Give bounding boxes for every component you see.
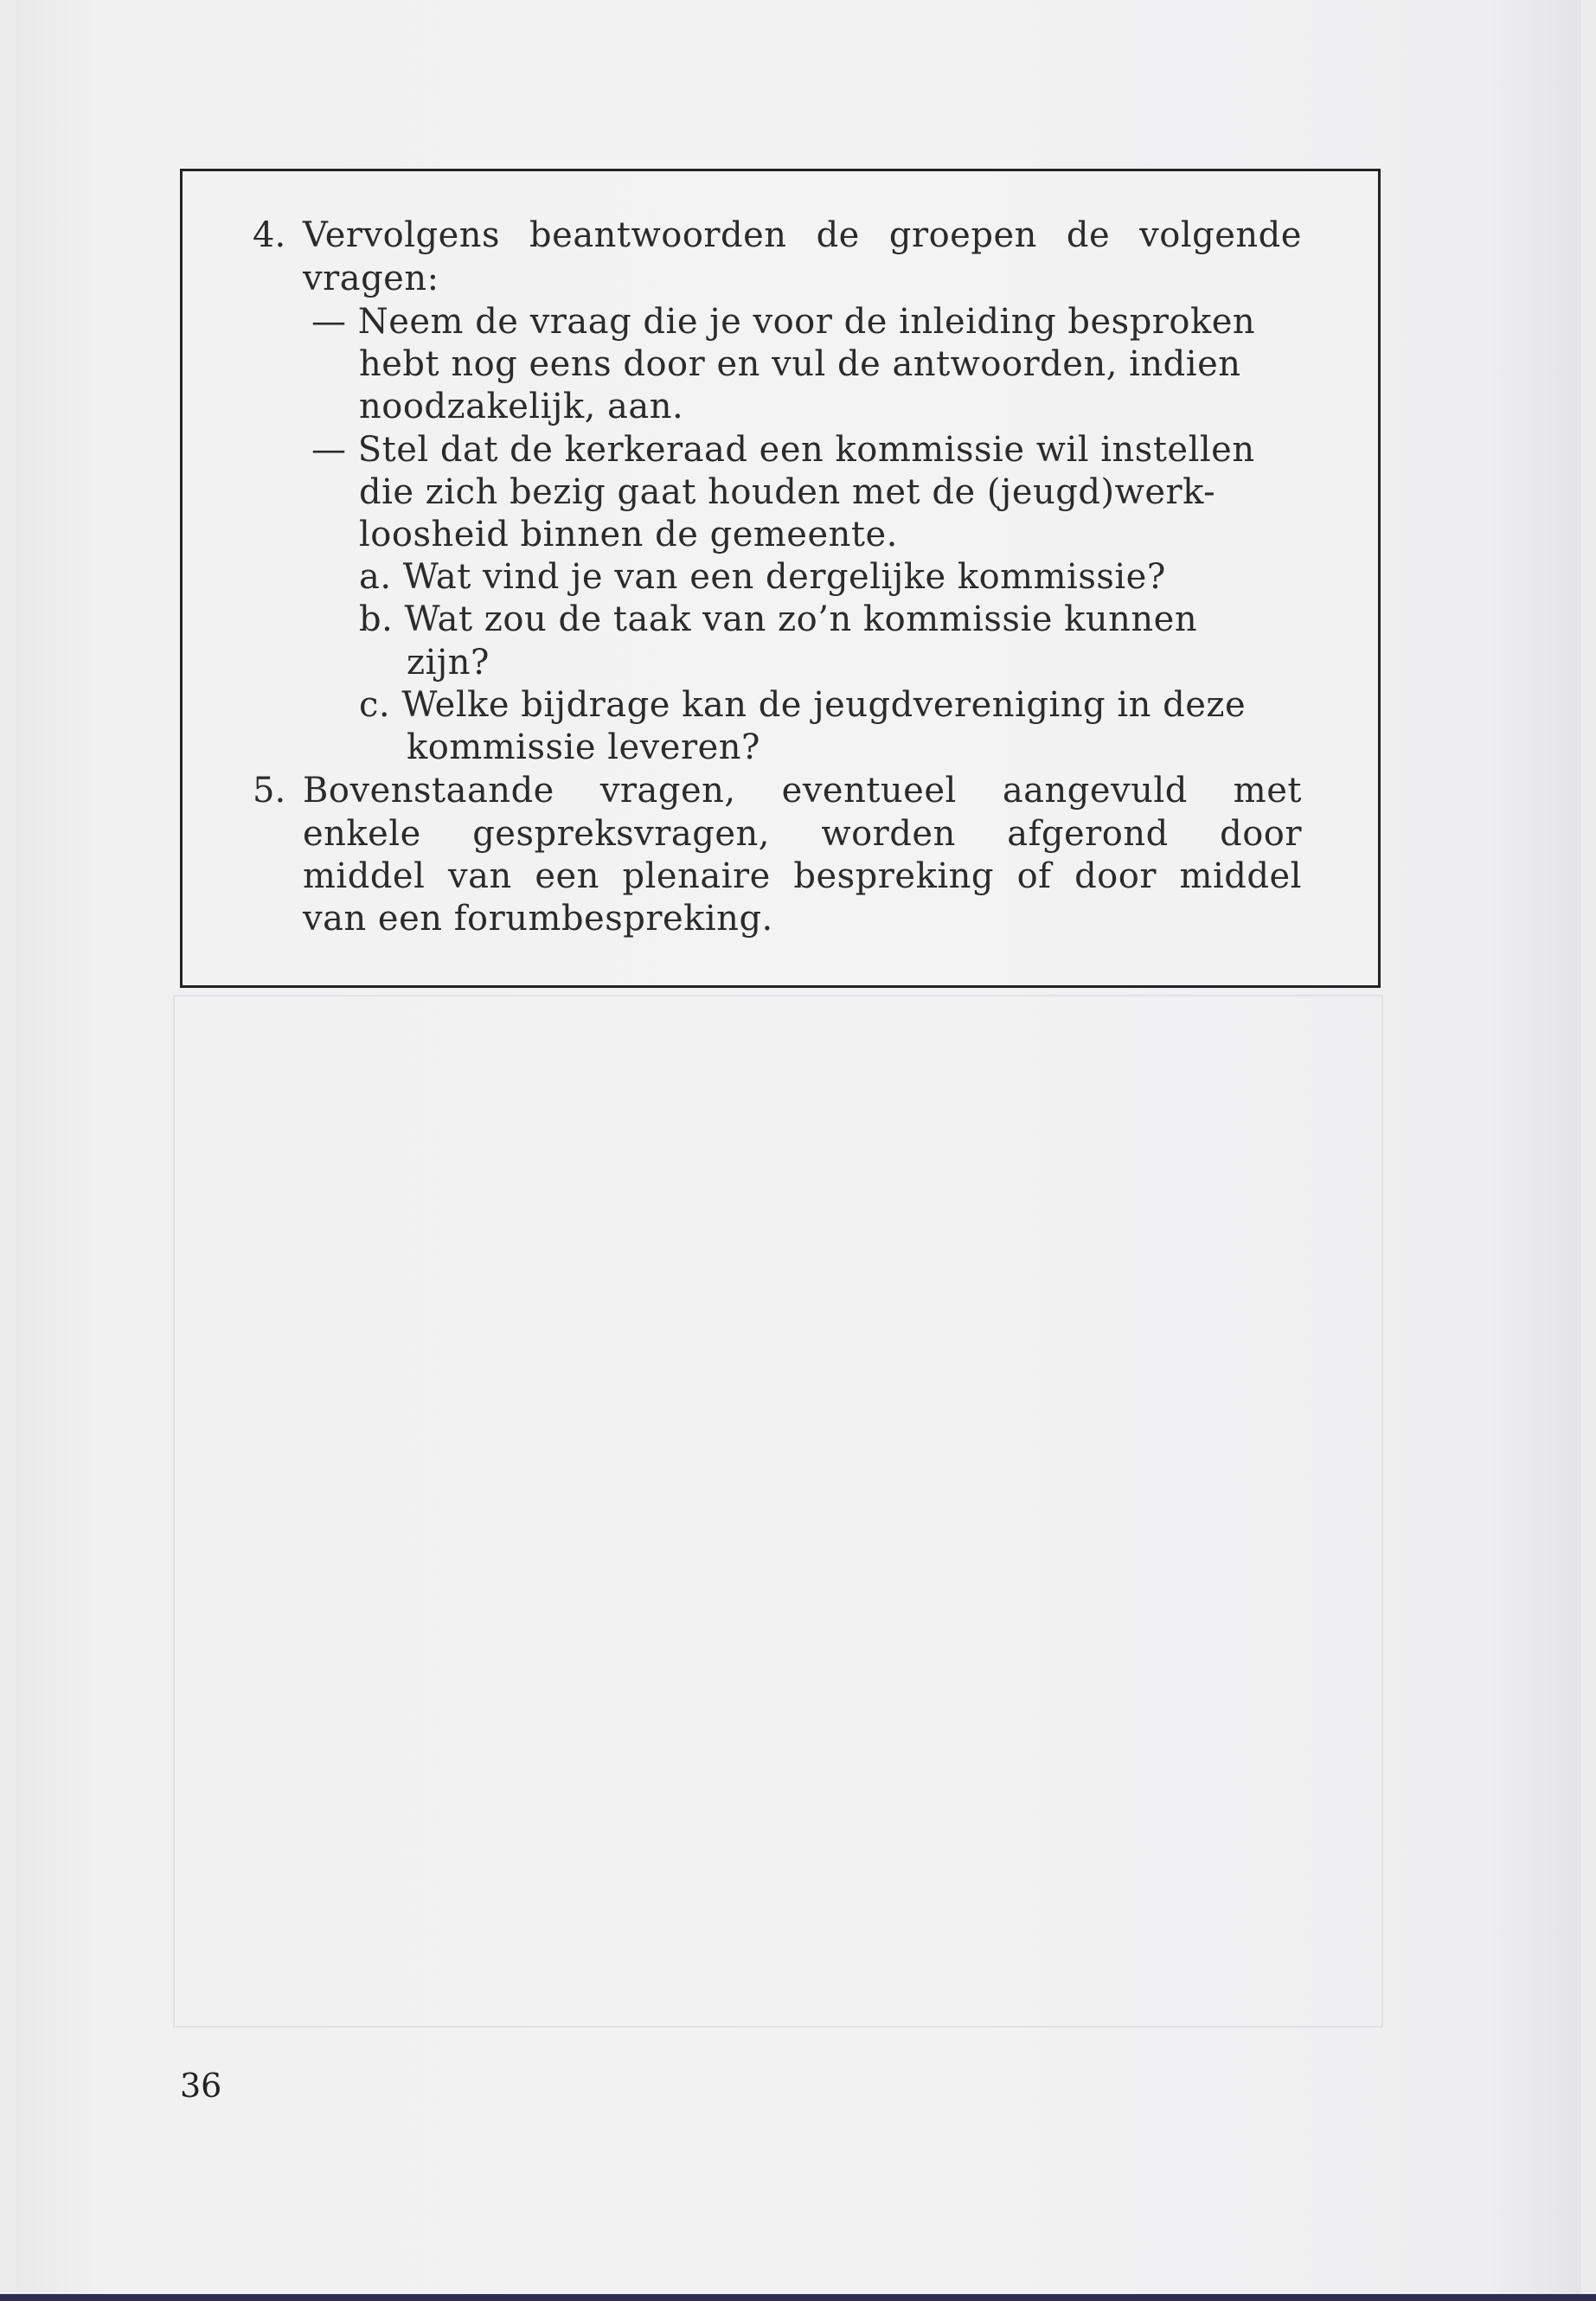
word: de — [1066, 215, 1111, 255]
word: gespreksvragen, — [472, 814, 770, 854]
item-5-number: 5. — [253, 771, 286, 811]
word: met — [1233, 771, 1302, 811]
word: door — [1220, 814, 1302, 854]
item-5-line-3 — [303, 856, 1302, 897]
word: beantwoorden — [529, 215, 787, 255]
word: groepen — [888, 215, 1037, 255]
item-4-dash-1-line-3: noodzakelijk, aan. — [359, 387, 684, 426]
item-5-line-1 — [303, 770, 1302, 811]
question-b-line-1: b. Wat zou de taak van zo’n kommissie kunnen — [359, 599, 1198, 639]
scan-bottom-edge — [0, 2294, 1596, 2301]
word: plenaire — [622, 856, 771, 896]
word: of — [1016, 856, 1052, 896]
question-b-line-2: zijn? — [407, 643, 490, 683]
word: van — [448, 856, 512, 896]
word: door — [1074, 856, 1157, 896]
word: middel — [1179, 856, 1302, 896]
question-a-line-1: a. Wat vind je van een dergelijke kommissie? — [359, 557, 1166, 597]
word: worden — [821, 814, 956, 854]
word: volgende — [1139, 215, 1302, 255]
item-4-number: 4. — [253, 215, 286, 255]
word: Vervolgens — [303, 215, 501, 255]
word: een — [535, 856, 599, 896]
question-c-line-2: kommissie leveren? — [407, 727, 760, 767]
item-4-dash-2-line-1: — Stel dat de kerkeraad een kommissie wil instellen — [311, 430, 1255, 470]
item-5-line-2 — [303, 813, 1302, 855]
page-number: 36 — [180, 2067, 222, 2105]
question-c-line-1: c. Welke bijdrage kan de jeugdvereniging in deze — [359, 685, 1247, 725]
item-4-dash-2-line-3: loosheid binnen de gemeente. — [359, 515, 898, 554]
word: middel — [303, 856, 426, 896]
word: vragen, — [599, 771, 736, 811]
word: enkele — [303, 814, 421, 854]
item-5-line-4: van een forumbespreking. — [303, 899, 773, 939]
word: afgerond — [1007, 814, 1169, 854]
item-4-dash-1-line-1: — Neem de vraag die je voor de inleiding besproken — [311, 302, 1256, 342]
word: eventueel — [781, 771, 957, 811]
item-4-dash-2-line-2: die zich bezig gaat houden met de (jeugd)werk- — [359, 472, 1216, 512]
item-4-dash-1-line-2: hebt nog eens door en vul de antwoorden, indien — [359, 344, 1241, 384]
bleed-through-frame — [173, 995, 1383, 2028]
word: de — [816, 215, 860, 255]
item-4-line-1 — [303, 215, 1302, 256]
word: bespreking — [793, 856, 994, 896]
word: aangevuld — [1002, 771, 1188, 811]
word: Bovenstaande — [303, 771, 554, 811]
item-4-line-2: vragen: — [303, 259, 439, 298]
